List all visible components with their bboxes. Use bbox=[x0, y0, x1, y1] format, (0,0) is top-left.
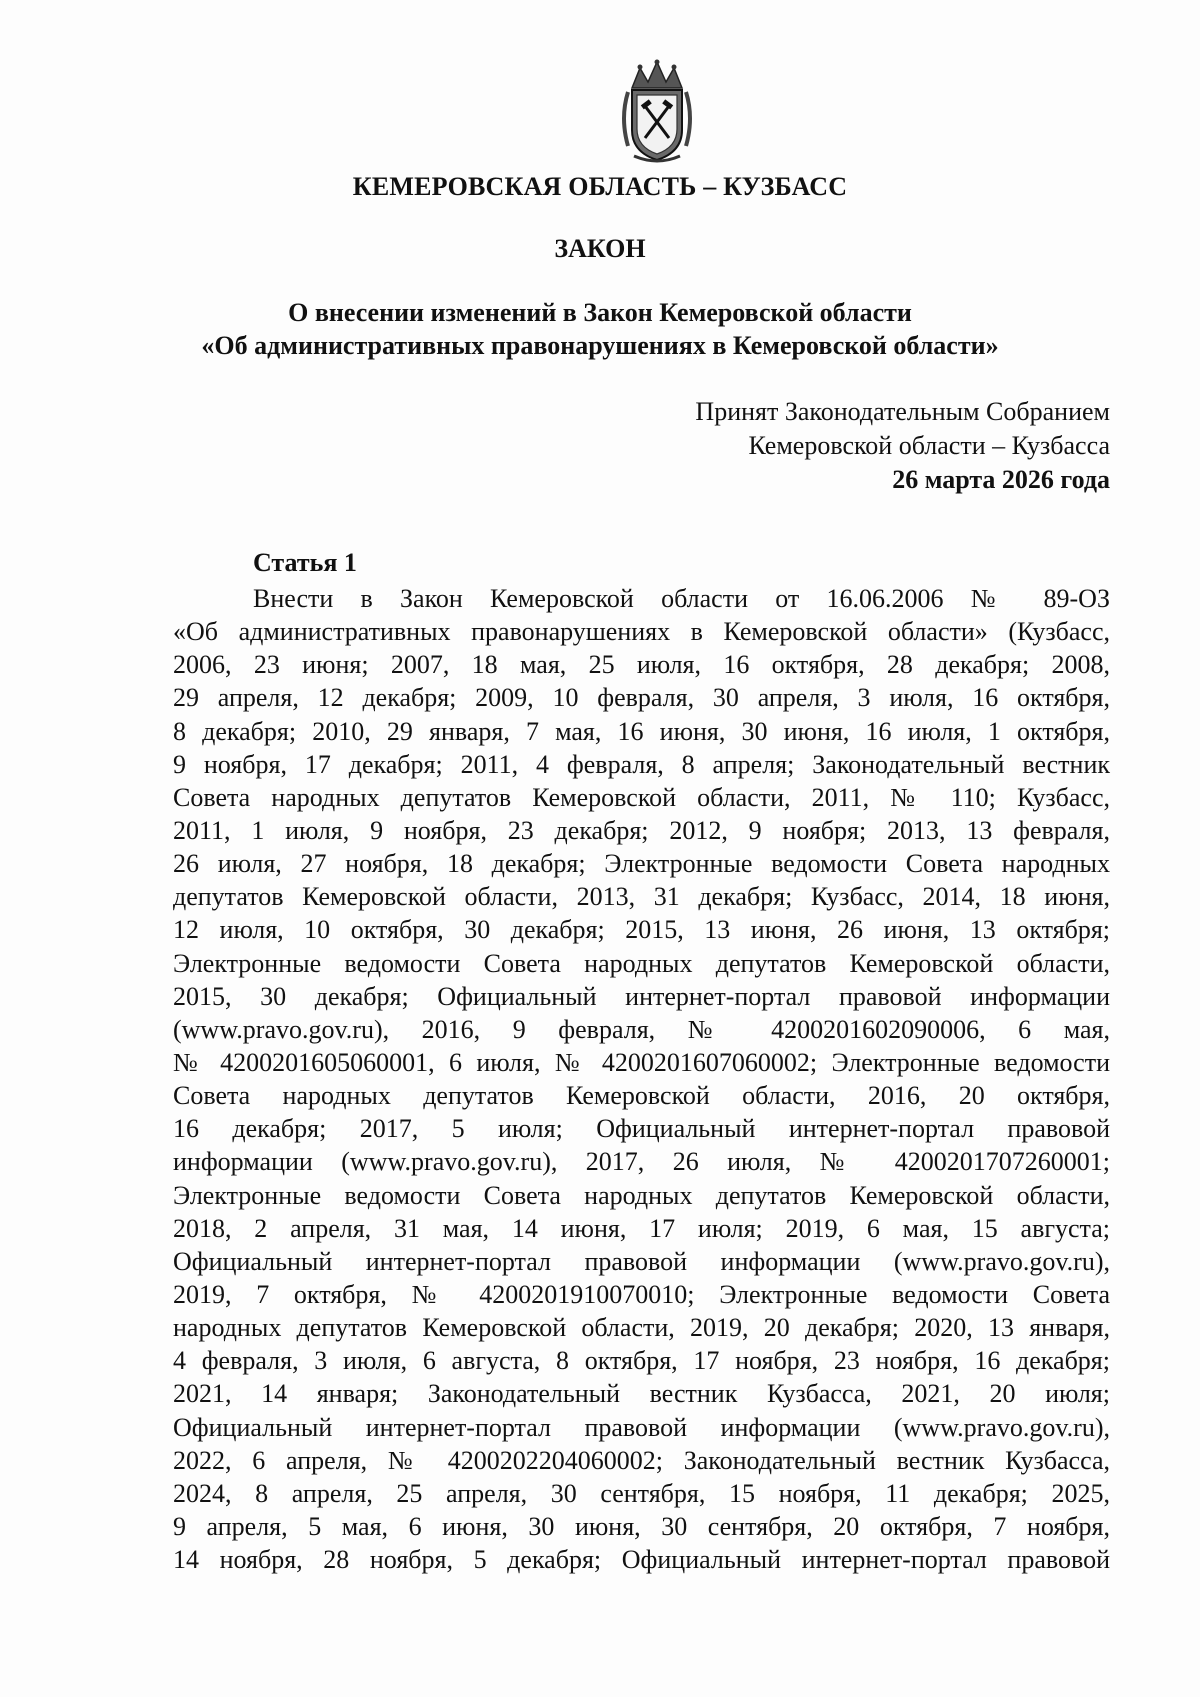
article-text-line: Совета народных депутатов Кемеровской области, 2016, 20 октября, bbox=[173, 1081, 1110, 1111]
article-text-line: 12 июля, 10 октября, 30 декабря; 2015, 13 июня, 26 июня, 13 октября; bbox=[173, 915, 1110, 945]
adoption-line: Принят Законодательным Собранием bbox=[695, 397, 1110, 426]
article-text-line: 2021, 14 января; Законодательный вестник Кузбасса, 2021, 20 июля; bbox=[173, 1379, 1110, 1409]
article-text-line: 2011, 1 июля, 9 ноября, 23 декабря; 2012, 9 ноября; 2013, 13 февраля, bbox=[173, 815, 1110, 845]
article-text-line: Внести в Закон Кемеровской области от 16.06.2006 № 89-ОЗ bbox=[253, 584, 1110, 613]
article-text-line: 2018, 2 апреля, 31 мая, 14 июня, 17 июля; 2019, 6 мая, 15 августа; bbox=[173, 1213, 1110, 1243]
article-text-line: № 4200201605060001, 6 июля, № 4200201607060002; Электронные ведомости bbox=[173, 1047, 1110, 1077]
adoption-date: 26 марта 2026 года bbox=[892, 465, 1110, 494]
law-title-line: О внесении изменений в Закон Кемеровской области bbox=[288, 298, 912, 327]
law-title bbox=[0, 296, 1200, 362]
article-text-line: 2019, 7 октября, № 4200201910070010; Электронные ведомости Совета bbox=[173, 1279, 1110, 1309]
article-text-line: 2006, 23 июня; 2007, 18 мая, 25 июля, 16 октября, 28 декабря; 2008, bbox=[173, 650, 1110, 680]
article-text-line: Официальный интернет-портал правовой информации (www.pravo.gov.ru), bbox=[173, 1246, 1110, 1276]
article-text-line: Электронные ведомости Совета народных депутатов Кемеровской области, bbox=[173, 1180, 1110, 1210]
article-heading: Статья 1 bbox=[253, 548, 357, 577]
article-text-line: 8 декабря; 2010, 29 января, 7 мая, 16 июня, 30 июня, 16 июля, 1 октября, bbox=[173, 716, 1110, 746]
article-text-line: 29 апреля, 12 декабря; 2009, 10 февраля, 30 апреля, 3 июля, 16 октября, bbox=[173, 683, 1110, 713]
adoption-line: Кемеровской области – Кузбасса bbox=[748, 431, 1110, 460]
document-type-heading: ЗАКОН bbox=[554, 234, 646, 263]
article-text-line: 26 июля, 27 ноября, 18 декабря; Электронные ведомости Совета народных bbox=[173, 849, 1110, 879]
article-text-line: Официальный интернет-портал правовой информации (www.pravo.gov.ru), bbox=[173, 1412, 1110, 1442]
article-text-line: (www.pravo.gov.ru), 2016, 9 февраля, № 4200201602090006, 6 мая, bbox=[173, 1014, 1110, 1044]
article-text-line: Совета народных депутатов Кемеровской области, 2011, № 110; Кузбасс, bbox=[173, 782, 1110, 812]
article-text-line: 2015, 30 декабря; Официальный интернет-портал правовой информации bbox=[173, 981, 1110, 1011]
article-body bbox=[173, 582, 1110, 1576]
article-text-line: народных депутатов Кемеровской области, 2019, 20 декабря; 2020, 13 января, bbox=[173, 1313, 1110, 1343]
article-text-line: 2022, 6 апреля, № 4200202204060002; Законодательный вестник Кузбасса, bbox=[173, 1445, 1110, 1475]
article-text-line: 9 апреля, 5 мая, 6 июня, 30 июня, 30 сентября, 20 октября, 7 ноября, bbox=[173, 1511, 1110, 1541]
article-text-line: 14 ноября, 28 ноября, 5 декабря; Официальный интернет-портал правовой bbox=[173, 1545, 1110, 1575]
article-text-line: Электронные ведомости Совета народных депутатов Кемеровской области, bbox=[173, 948, 1110, 978]
article-text-line: информации (www.pravo.gov.ru), 2017, 26 июля, № 4200201707260001; bbox=[173, 1147, 1110, 1177]
article-text-line: 4 февраля, 3 июля, 6 августа, 8 октября, 17 ноября, 23 ноября, 16 декабря; bbox=[173, 1346, 1110, 1376]
adoption-block bbox=[410, 395, 1110, 497]
article-text-line: «Об административных правонарушениях в Кемеровской области» (Кузбасс, bbox=[173, 617, 1110, 647]
article-text-line: 16 декабря; 2017, 5 июля; Официальный интернет-портал правовой bbox=[173, 1114, 1110, 1144]
article-text-line: депутатов Кемеровской области, 2013, 31 декабря; Кузбасс, 2014, 18 июня, bbox=[173, 882, 1110, 912]
region-heading: КЕМЕРОВСКАЯ ОБЛАСТЬ – КУЗБАСС bbox=[352, 172, 848, 201]
article-text-line: 9 ноября, 17 декабря; 2011, 4 февраля, 8 апреля; Законодательный вестник bbox=[173, 749, 1110, 779]
law-title-line: «Об административных правонарушениях в Кемеровской области» bbox=[201, 331, 999, 360]
coat-of-arms-emblem bbox=[618, 58, 696, 166]
article-text-line: 2024, 8 апреля, 25 апреля, 30 сентября, 15 ноября, 11 декабря; 2025, bbox=[173, 1478, 1110, 1508]
